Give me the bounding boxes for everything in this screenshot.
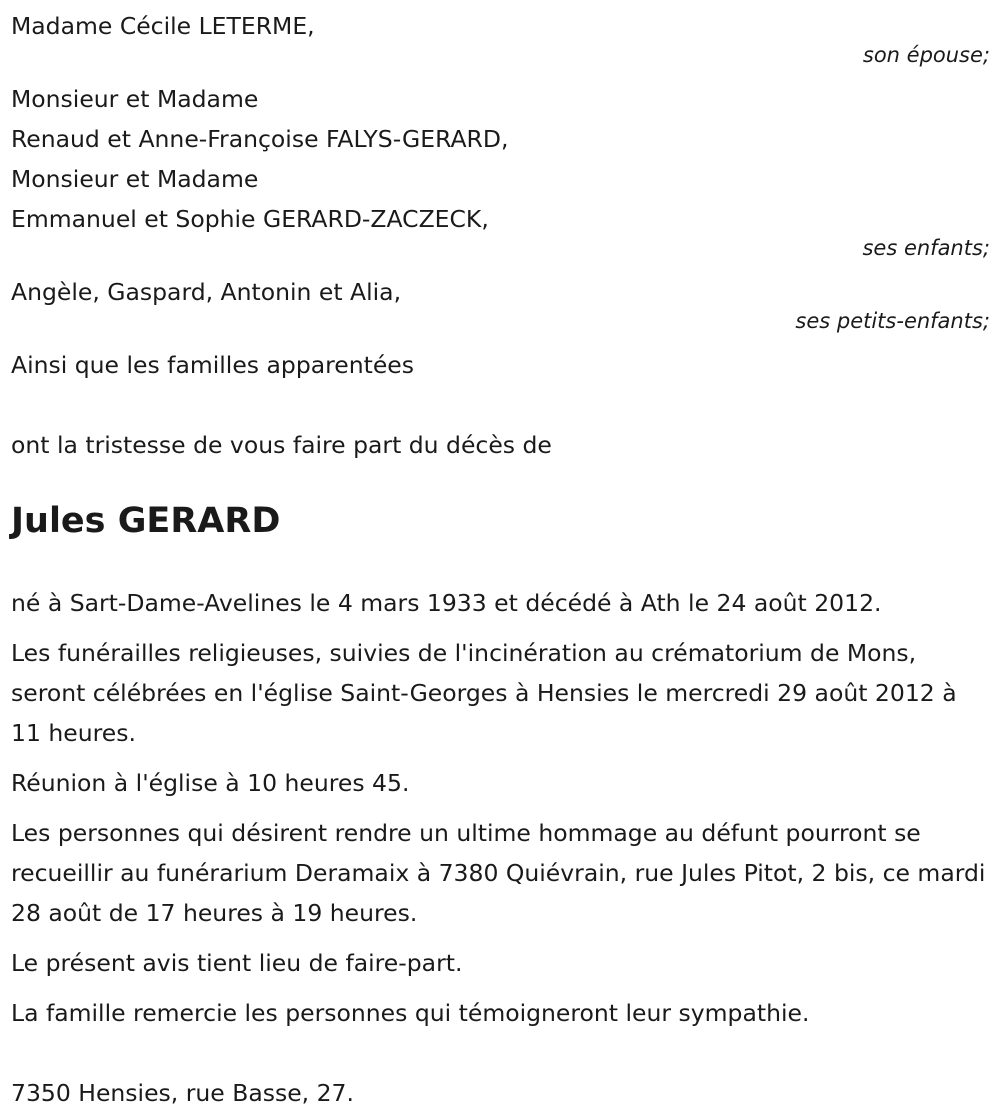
spouse-name: Madame Cécile LETERME, bbox=[11, 12, 315, 40]
spouse-role: son épouse; bbox=[862, 43, 990, 67]
death-notice bbox=[11, 0, 990, 1113]
children-line-1: Monsieur et Madame bbox=[11, 85, 259, 113]
homage-paragraph: Les personnes qui désirent rendre un ultime hommage au défunt pourront se recueillir au funérarium Deramaix à 7380 Quiévrain, rue Jules Pitot, 2 bis, ce mardi 28 août de 17 heures à 19 heures. bbox=[11, 819, 986, 927]
address-line: 7350 Hensies, rue Basse, 27. bbox=[11, 1079, 354, 1107]
grandchildren-names: Angèle, Gaspard, Antonin et Alia, bbox=[11, 278, 402, 306]
funeral-paragraph: Les funérailles religieuses, suivies de l'incinération au crématorium de Mons, seront célébrées en l'église Saint-Georges à Hensies le mercredi 29 août 2012 à 11 heures. bbox=[11, 639, 957, 747]
grandchildren-role: ses petits-enfants; bbox=[795, 309, 990, 333]
birth-death-paragraph: né à Sart-Dame-Avelines le 4 mars 1933 et décédé à Ath le 24 août 2012. bbox=[11, 589, 882, 617]
children-role: ses enfants; bbox=[862, 236, 990, 260]
thanks-paragraph: La famille remercie les personnes qui témoigneront leur sympathie. bbox=[11, 999, 810, 1027]
children-line-3: Monsieur et Madame bbox=[11, 165, 259, 193]
meeting-paragraph: Réunion à l'église à 10 heures 45. bbox=[11, 769, 410, 797]
intro-line: ont la tristesse de vous faire part du décès de bbox=[11, 431, 552, 459]
notice-paragraph: Le présent avis tient lieu de faire-part. bbox=[11, 949, 463, 977]
families-line: Ainsi que les familles apparentées bbox=[11, 351, 415, 379]
deceased-name: Jules GERARD bbox=[11, 501, 281, 541]
children-line-4: Emmanuel et Sophie GERARD-ZACZECK, bbox=[11, 205, 489, 233]
children-line-2: Renaud et Anne-Françoise FALYS-GERARD, bbox=[11, 125, 509, 153]
children-block bbox=[11, 79, 990, 239]
